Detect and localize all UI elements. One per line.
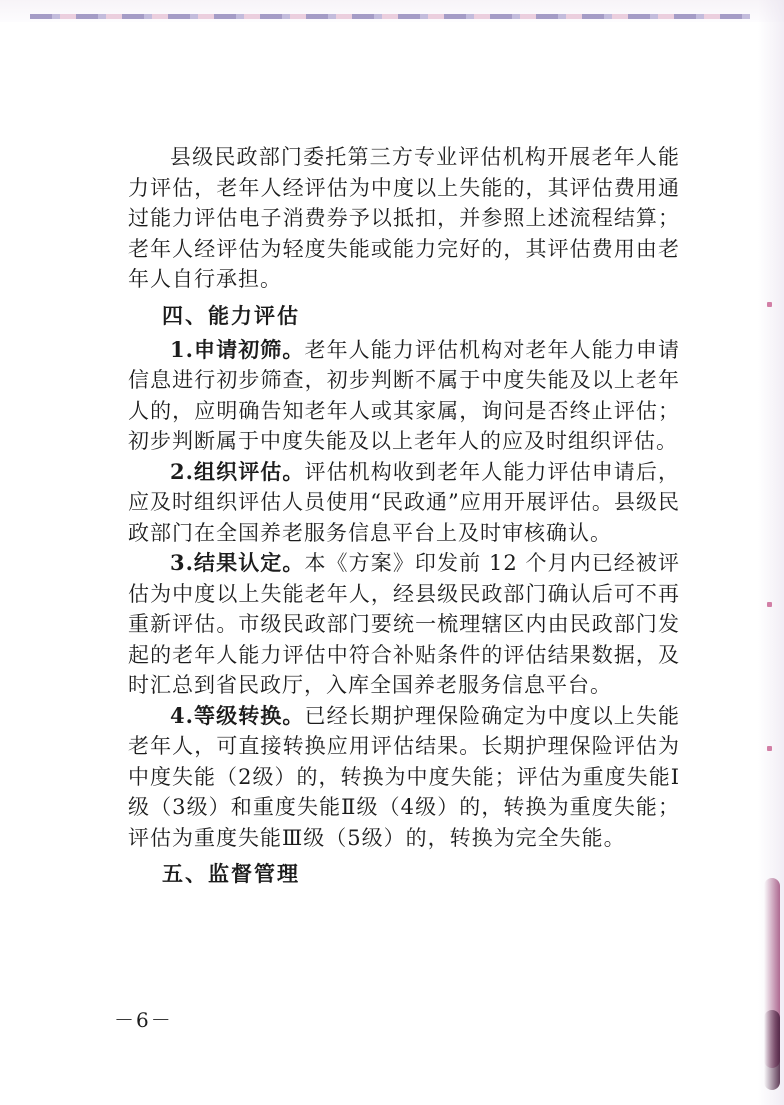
scan-top-stripe <box>30 14 750 19</box>
item-organize-assessment <box>128 457 680 549</box>
item-grade-conversion <box>128 701 680 854</box>
item-text: 已经长期护理保险确定为中度以上失能老年人，可直接转换应用评估结果。长期护理保险评估为中度失能（2级）的，转换为中度失能；评估为重度失能Ⅰ级（3级）和重度失能Ⅱ级（4级）的，转换为重度失能；评估为重度失能Ⅲ级（5级）的，转换为完全失能。 <box>128 703 680 850</box>
item-application-screening <box>128 335 680 457</box>
scan-dot <box>767 602 772 607</box>
page-number: －6－ <box>114 1008 173 1032</box>
scan-dot <box>767 302 772 307</box>
item-text: 评估机构收到老年人能力评估申请后，应及时组织评估人员使用“民政通”应用开展评估。县级民政部门在全国养老服务信息平台上及时审核确认。 <box>128 459 680 545</box>
item-result-recognition <box>128 548 680 701</box>
scan-dot <box>767 746 772 751</box>
item-label: 2.组织评估。 <box>170 458 305 484</box>
item-label: 1.申请初筛。 <box>170 336 305 362</box>
item-label: 3.结果认定。 <box>170 550 305 575</box>
scan-edge-mark <box>764 1010 780 1090</box>
item-text: 老年人能力评估机构对老年人能力申请信息进行初步筛查，初步判断不属于中度失能及以上老年人的，应明确告知老年人或其家属，询问是否终止评估；初步判断属于中度失能及以上老年人的应及时组织评估。 <box>128 337 680 453</box>
intro-paragraph: 县级民政部门委托第三方专业评估机构开展老年人能力评估，老年人经评估为中度以上失能的，其评估费用通过能力评估电子消费券予以抵扣，并参照上述流程结算；老年人经评估为轻度失能或能力完好的，其评估费用由老年人自行承担。 <box>128 145 680 291</box>
document-body <box>128 142 680 893</box>
section-heading-capability-assessment: 四、能力评估 <box>162 302 300 328</box>
section-heading-supervision: 五、监督管理 <box>162 861 300 886</box>
item-label: 4.等级转换。 <box>170 702 305 728</box>
item-text: 本《方案》印发前 12 个月内已经被评估为中度以上失能老年人，经县级民政部门确认后可不再重新评估。市级民政部门要统一梳理辖区内由民政部门发起的老年人能力评估中符合补贴条件的评估结果数据，及时汇总到省民政厅，入库全国养老服务信息平台。 <box>128 551 680 697</box>
